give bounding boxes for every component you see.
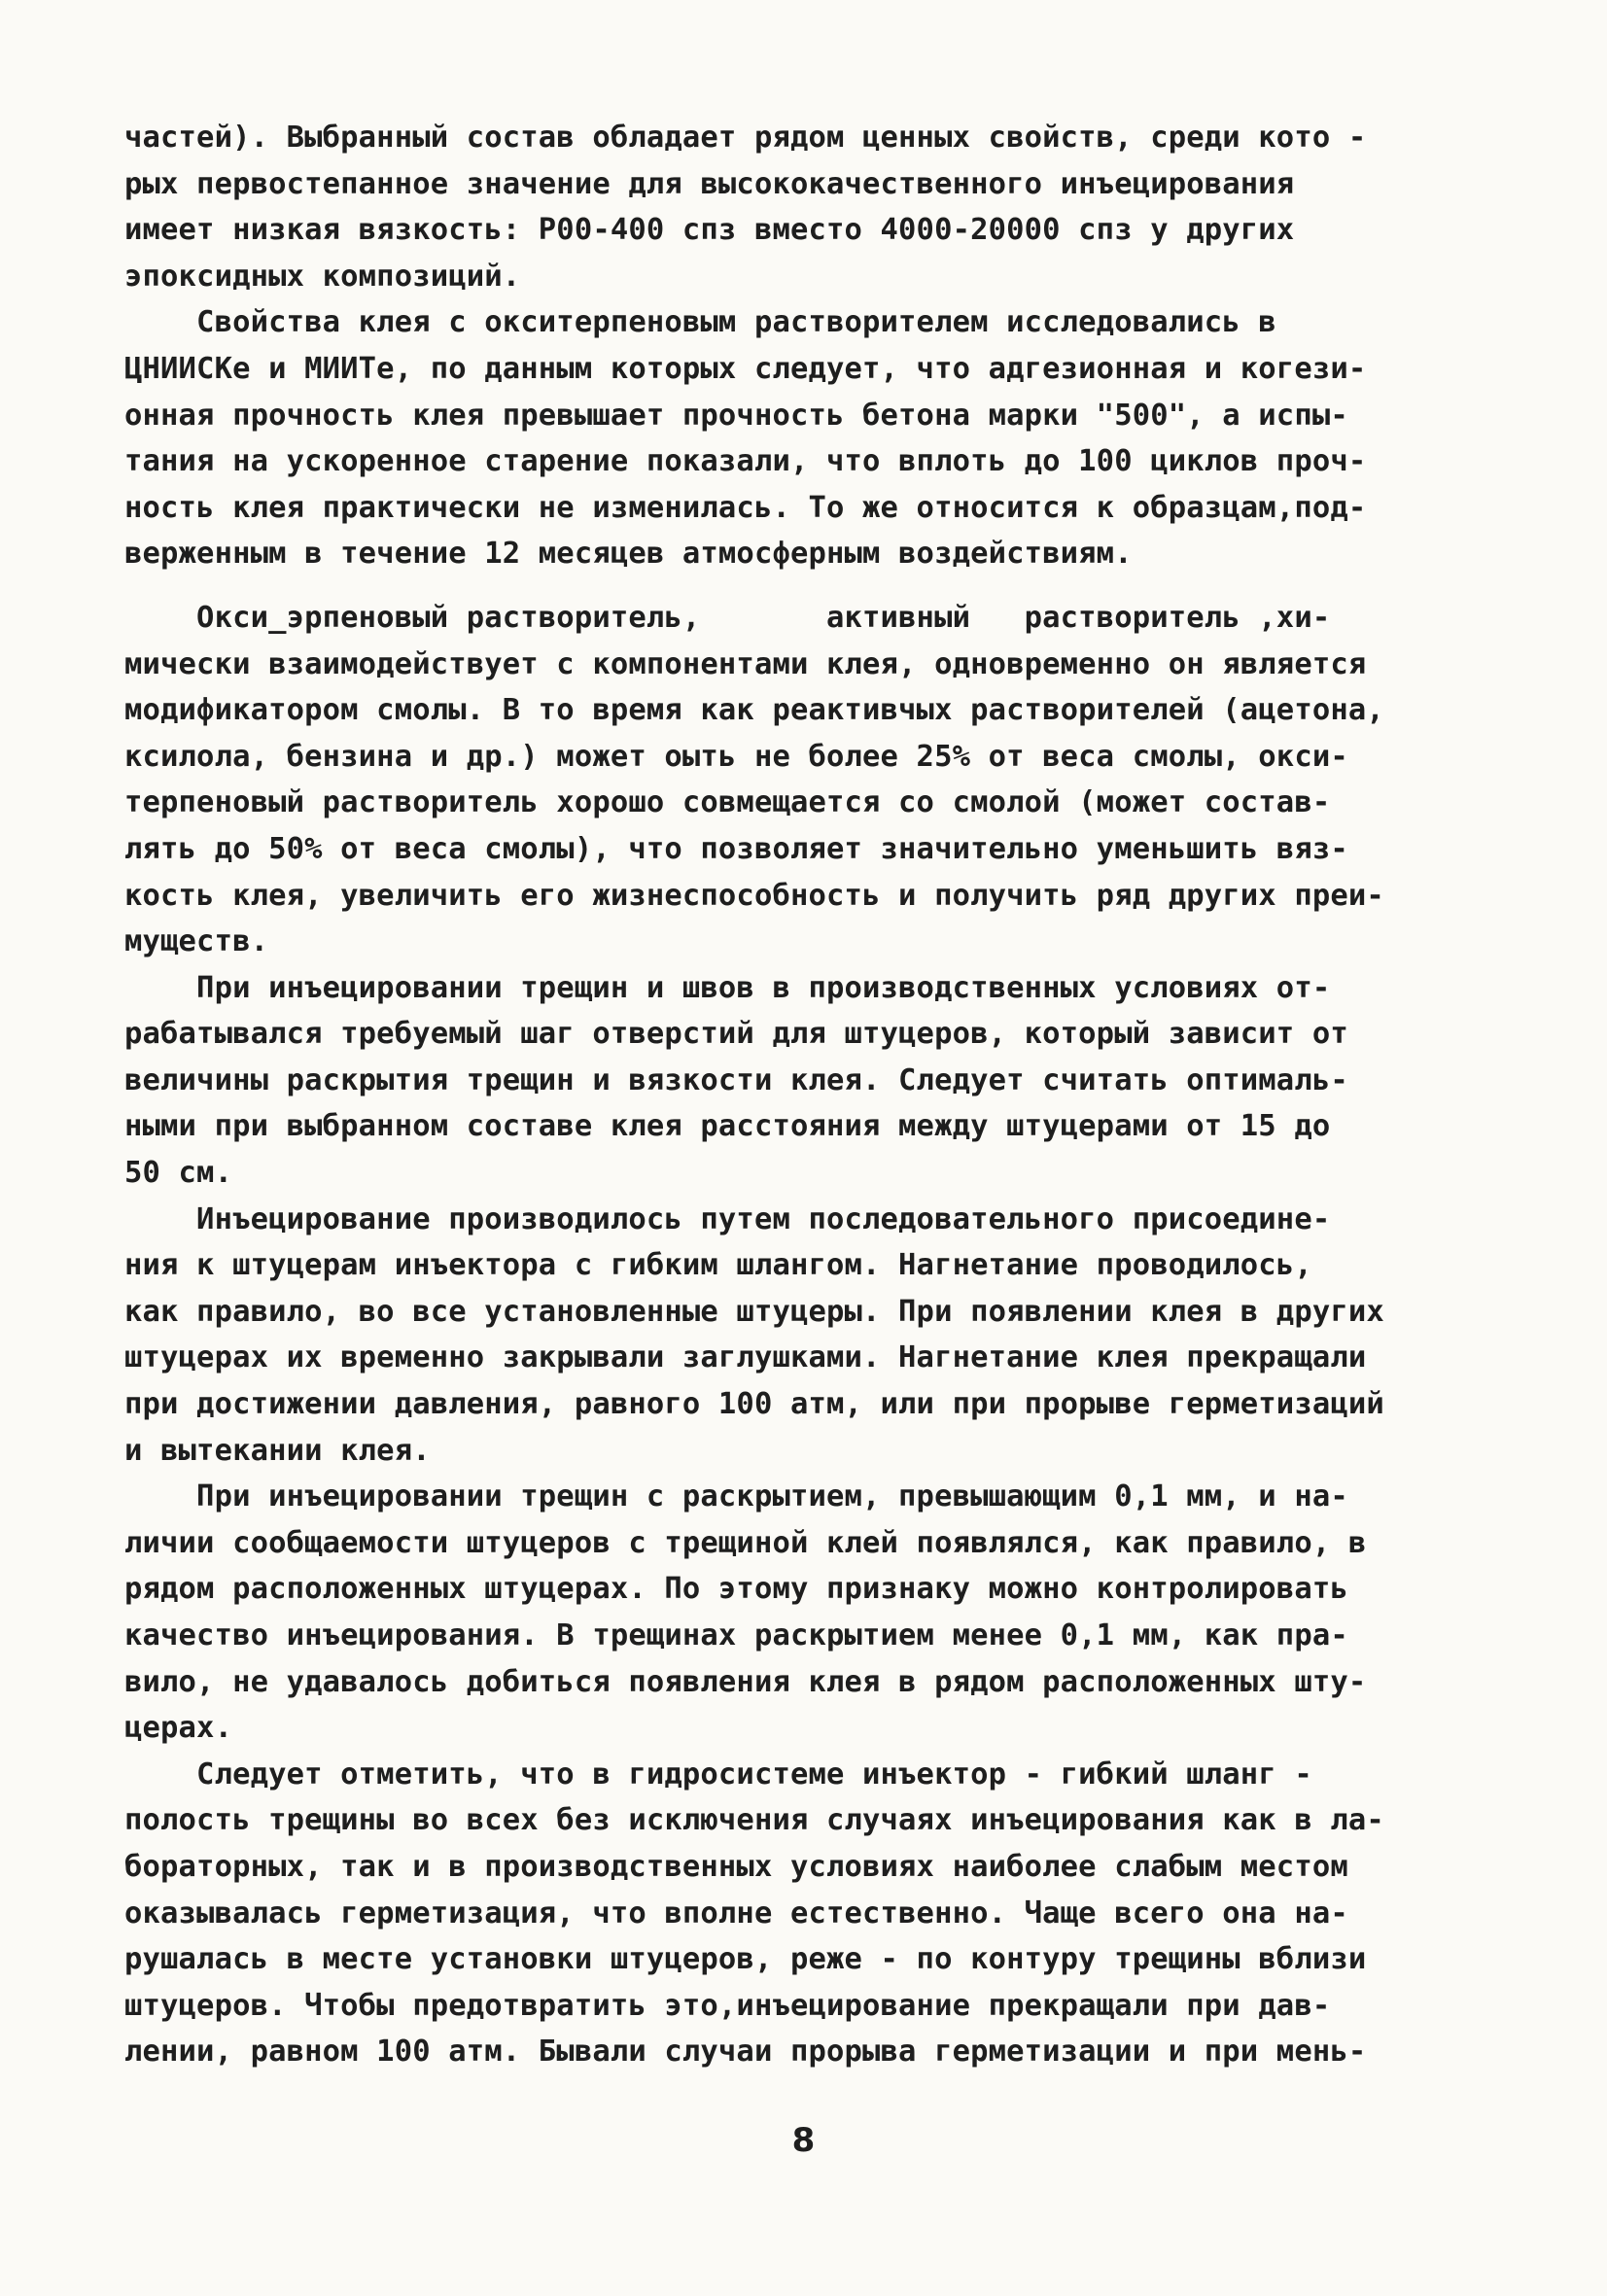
text-line: эпоксидных композиций. bbox=[124, 259, 521, 294]
text-line: Свойства клея с окситерпеновым растворителем исследовались в bbox=[124, 305, 1276, 340]
text-line: бораторных, так и в производственных условиях наиболее слабым местом bbox=[124, 1849, 1348, 1884]
text-line: Следует отметить, что в гидросистеме инъектор - гибкий шланг - bbox=[124, 1757, 1312, 1792]
paragraph bbox=[124, 595, 1505, 965]
text-line: рушалась в месте установки штуцеров, реже - по контуру трещины вблизи bbox=[124, 1942, 1367, 1977]
text-line: 50 см. bbox=[124, 1156, 233, 1191]
text-line: тания на ускоренное старение показали, что вплоть до 100 циклов проч- bbox=[124, 444, 1367, 479]
text-line: полость трещины во всех без исключения случаях инъецирования как в ла- bbox=[124, 1803, 1384, 1838]
text-line: величины раскрытия трещин и вязкости клея. Следует считать оптималь- bbox=[124, 1062, 1348, 1097]
text-line: ксилола, бензина и др.) может оыть не более 25% от веса смолы, окси- bbox=[124, 739, 1348, 774]
text-line: вило, не удавалось добиться появления клея в рядом расположенных шту- bbox=[124, 1664, 1367, 1699]
text-line: и вытекании клея. bbox=[124, 1433, 431, 1468]
paragraph-gap bbox=[124, 577, 1505, 595]
text-line: имеет низкая вязкость: Р00-400 спз вместо 4000-20000 спз у других bbox=[124, 213, 1295, 248]
text-line: частей). Выбранный состав обладает рядом ценных свойств, среди кото - bbox=[124, 121, 1367, 155]
text-line: при достижении давления, равного 100 атм, или при прорыве герметизаций bbox=[124, 1387, 1384, 1422]
text-line: лении, равном 100 атм. Бывали случаи прорыва герметизации и при мень- bbox=[124, 2035, 1367, 2070]
paragraph bbox=[124, 1197, 1505, 1475]
text-line: лять до 50% от веса смолы), что позволяет значительно уменьшить вяз- bbox=[124, 831, 1348, 866]
paragraph bbox=[124, 115, 1505, 299]
text-line: Окси_эрпеновый растворитель, активный растворитель ,хи- bbox=[124, 600, 1331, 635]
text-line: онная прочность клея превышает прочность бетона марки "500", а испы- bbox=[124, 398, 1348, 433]
text-line: качество инъецирования. В трещинах раскрытием менее 0,1 мм, как пра- bbox=[124, 1618, 1348, 1652]
text-line: церах. bbox=[124, 1711, 233, 1746]
text-line: ными при выбранном составе клея расстояния между штуцерами от 15 до bbox=[124, 1109, 1331, 1144]
paragraph bbox=[124, 965, 1505, 1197]
text-line: рых первостепанное значение для высококачественного инъецирования bbox=[124, 166, 1295, 201]
text-line: штуцеров. Чтобы предотвратить это,инъецирование прекращали при дав- bbox=[124, 1988, 1331, 2023]
paragraph bbox=[124, 1752, 1505, 2075]
text-line: верженным в течение 12 месяцев атмосферным воздействиям. bbox=[124, 537, 1133, 572]
text-line: ность клея практически не изменилась. То же относится к образцам,под- bbox=[124, 490, 1367, 525]
text-line: мически взаимодействует с компонентами клея, одновременно он является bbox=[124, 646, 1367, 681]
text-line: рядом расположенных штуцерах. По этому признаку можно контролировать bbox=[124, 1572, 1348, 1607]
text-line: терпеновый растворитель хорошо совмещается со смолой (может состав- bbox=[124, 785, 1331, 820]
page-number: 8 bbox=[791, 2121, 816, 2160]
text-line: рабатывался требуемый шаг отверстий для штуцеров, который зависит от bbox=[124, 1017, 1348, 1052]
text-line: оказывалась герметизация, что вполне естественно. Чаще всего она на- bbox=[124, 1896, 1348, 1931]
text-line: ния к штуцерам инъектора с гибким шлангом. Нагнетание проводилось, bbox=[124, 1248, 1312, 1283]
text-line: модификатором смолы. В то время как реактивчых растворителей (ацетона, bbox=[124, 693, 1384, 728]
text-line: личии сообщаемости штуцеров с трещиной клей появлялся, как правило, в bbox=[124, 1525, 1367, 1560]
text-line: При инъецировании трещин с раскрытием, превышающим 0,1 мм, и на- bbox=[124, 1479, 1348, 1514]
text-line: муществ. bbox=[124, 924, 269, 959]
text-line: При инъецировании трещин и швов в производственных условиях от- bbox=[124, 970, 1331, 1005]
body-text bbox=[124, 115, 1505, 2075]
text-line: штуцерах их временно закрывали заглушками. Нагнетание клея прекращали bbox=[124, 1340, 1367, 1375]
text-line: как правило, во все установленные штуцеры. При появлении клея в других bbox=[124, 1294, 1384, 1329]
paragraph bbox=[124, 299, 1505, 577]
text-line: кость клея, увеличить его жизнеспособность и получить ряд других преи- bbox=[124, 878, 1384, 913]
text-line: Инъецирование производилось путем последовательного присоедине- bbox=[124, 1201, 1331, 1236]
text-line: ЦНИИСКе и МИИТе, по данным которых следует, что адгезионная и когези- bbox=[124, 351, 1367, 386]
paragraph bbox=[124, 1474, 1505, 1752]
